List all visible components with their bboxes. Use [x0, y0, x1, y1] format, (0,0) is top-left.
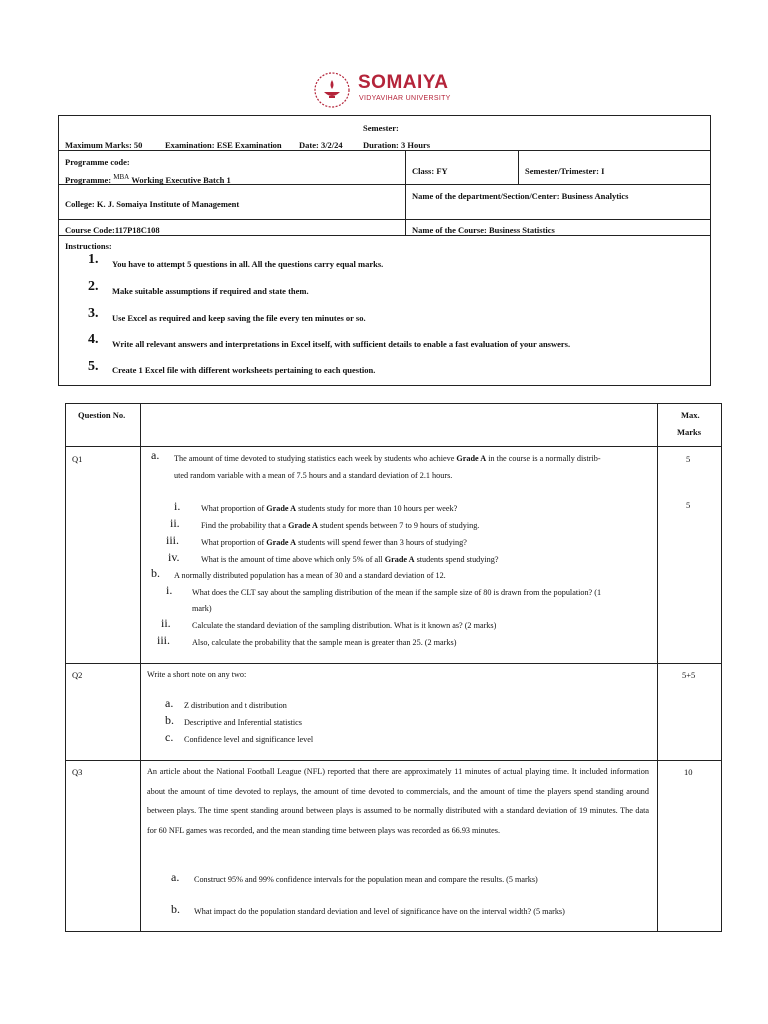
q1-a-item-num: i. [174, 499, 181, 513]
questions-table [65, 403, 722, 932]
q1-b-item: What does the CLT say about the sampling distribution of the mean if the sample size of 80 is drawn from the population? (1 [192, 588, 602, 597]
instruction-number: 4. [88, 332, 99, 347]
instruction-item: Use Excel as required and keep saving the file every ten minutes or so. [112, 313, 366, 323]
q2-marks: 5+5 [682, 670, 696, 680]
q1-part-b-text: A normally distributed population has a mean of 30 and a standard deviation of 12. [174, 571, 446, 580]
q3-item: What impact do the population standard deviation and level of significance have on the interval width? (5 marks) [194, 907, 565, 916]
q3-item: Construct 95% and 99% confidence intervals for the population mean and compare the results. (5 marks) [194, 875, 538, 884]
logo-name: SOMAIYA [358, 72, 449, 93]
q1-b-item-cont: mark) [192, 604, 212, 613]
instruction-number: 5. [88, 359, 99, 374]
q1-label: Q1 [72, 454, 83, 464]
q3-label: Q3 [72, 767, 83, 777]
q2-item: Z distribution and t distribution [184, 701, 287, 710]
q2-item-num: a. [165, 696, 174, 710]
q1-a-item-num: iii. [166, 533, 180, 547]
instruction-number: 2. [88, 279, 99, 294]
instruction-item: Create 1 Excel file with different worksheets pertaining to each question. [112, 365, 376, 375]
instructions-title: Instructions: [65, 241, 112, 251]
q1-b-item-num: iii. [157, 633, 171, 647]
column-header-max: Max. [681, 410, 700, 420]
programme-superscript: MBA [113, 173, 130, 181]
q3-item-num: a. [171, 870, 180, 884]
q1-marks-b: 5 [686, 500, 691, 510]
department: Name of the department/Section/Center: Business Analytics [412, 191, 629, 201]
q1-b-item-num: ii. [161, 616, 171, 630]
q3-item-num: b. [171, 902, 180, 916]
q1-a-item: What is the amount of time above which only 5% of all Grade A students spend studying? [201, 555, 499, 564]
class: Class: FY [412, 166, 448, 176]
college: College: K. J. Somaiya Institute of Management [65, 199, 240, 209]
logo-subtitle: VIDYAVIHAR UNIVERSITY [359, 95, 451, 102]
q1-b-item: Also, calculate the probability that the sample mean is greater than 25. (2 marks) [192, 638, 457, 647]
instruction-number: 1. [88, 252, 99, 267]
semester-trimester: Semester/Trimester: I [525, 166, 605, 176]
q1-a-item-num: iv. [168, 550, 180, 564]
q1-a-item-num: ii. [170, 516, 180, 530]
q2-item-num: c. [165, 730, 174, 744]
instruction-item: Write all relevant answers and interpretations in Excel itself, with sufficient details to enable a fast evaluation of your answers. [112, 339, 571, 349]
q1-part-a-label: a. [151, 448, 160, 462]
q1-part-a-text-line2: uted random variable with a mean of 7.5 hours and a standard deviation of 2.1 hours. [174, 471, 453, 480]
instruction-number: 3. [88, 306, 99, 321]
programme-code: Programme code: [65, 157, 130, 167]
semester-label: Semester: [363, 123, 399, 133]
university-logo [312, 70, 462, 110]
course-code: Course Code:117P18C108 [65, 225, 160, 235]
q2-item: Descriptive and Inferential statistics [184, 718, 302, 727]
q1-part-a-text: The amount of time devoted to studying statistics each week by students who achieve Grade A in the course is a normally distrib- [174, 454, 601, 463]
q2-item: Confidence level and significance level [184, 735, 314, 744]
q3-marks: 10 [684, 767, 693, 777]
q1-marks-a: 5 [686, 454, 691, 464]
course-name: Name of the Course: Business Statistics [412, 225, 555, 235]
q1-part-b-label: b. [151, 566, 160, 580]
exam-date: Date: 3/2/24 [299, 140, 343, 150]
lamp-emblem-icon [312, 70, 352, 110]
programme: Programme: $^{MBA}$ Working Executive Batch 1 [65, 173, 231, 185]
column-header-marks: Marks [677, 427, 702, 437]
q2-intro: Write a short note on any two: [147, 670, 247, 679]
examination: Examination: ESE Examination [165, 140, 282, 150]
q1-a-item: What proportion of Grade A students study for more than 10 hours per week? [201, 504, 458, 513]
instruction-item: Make suitable assumptions if required and state them. [112, 286, 309, 296]
q1-b-item: Calculate the standard deviation of the sampling distribution. What is it known as? (2 marks) [192, 621, 497, 630]
q2-item-num: b. [165, 713, 174, 727]
duration: Duration: 3 Hours [363, 140, 431, 150]
q1-a-item: Find the probability that a Grade A student spends between 7 to 9 hours of studying. [201, 521, 480, 530]
instruction-item: You have to attempt 5 questions in all. All the questions carry equal marks. [112, 259, 384, 269]
max-marks: Maximum Marks: 50 [65, 140, 143, 150]
q1-a-item: What proportion of Grade A students will spend fewer than 3 hours of studying? [201, 538, 467, 547]
q1-b-item-num: i. [166, 583, 173, 597]
q2-label: Q2 [72, 670, 83, 680]
q3-paragraph: An article about the National Football League (NFL) reported that there are approximately 11 minutes of actual playing time. It included information about the amount of time devoted to replays, the amount of time devoted to commercials, and the amount of time the players spend standing around between plays. The time spent standing around between plays is assumed to be normally distributed with a standard deviation of 19 minutes. The data for 60 NFL games was recorded, and the mean standing time between plays was recorded as 66.93 minutes. [147, 767, 649, 835]
column-header-question-no: Question No. [78, 410, 126, 420]
